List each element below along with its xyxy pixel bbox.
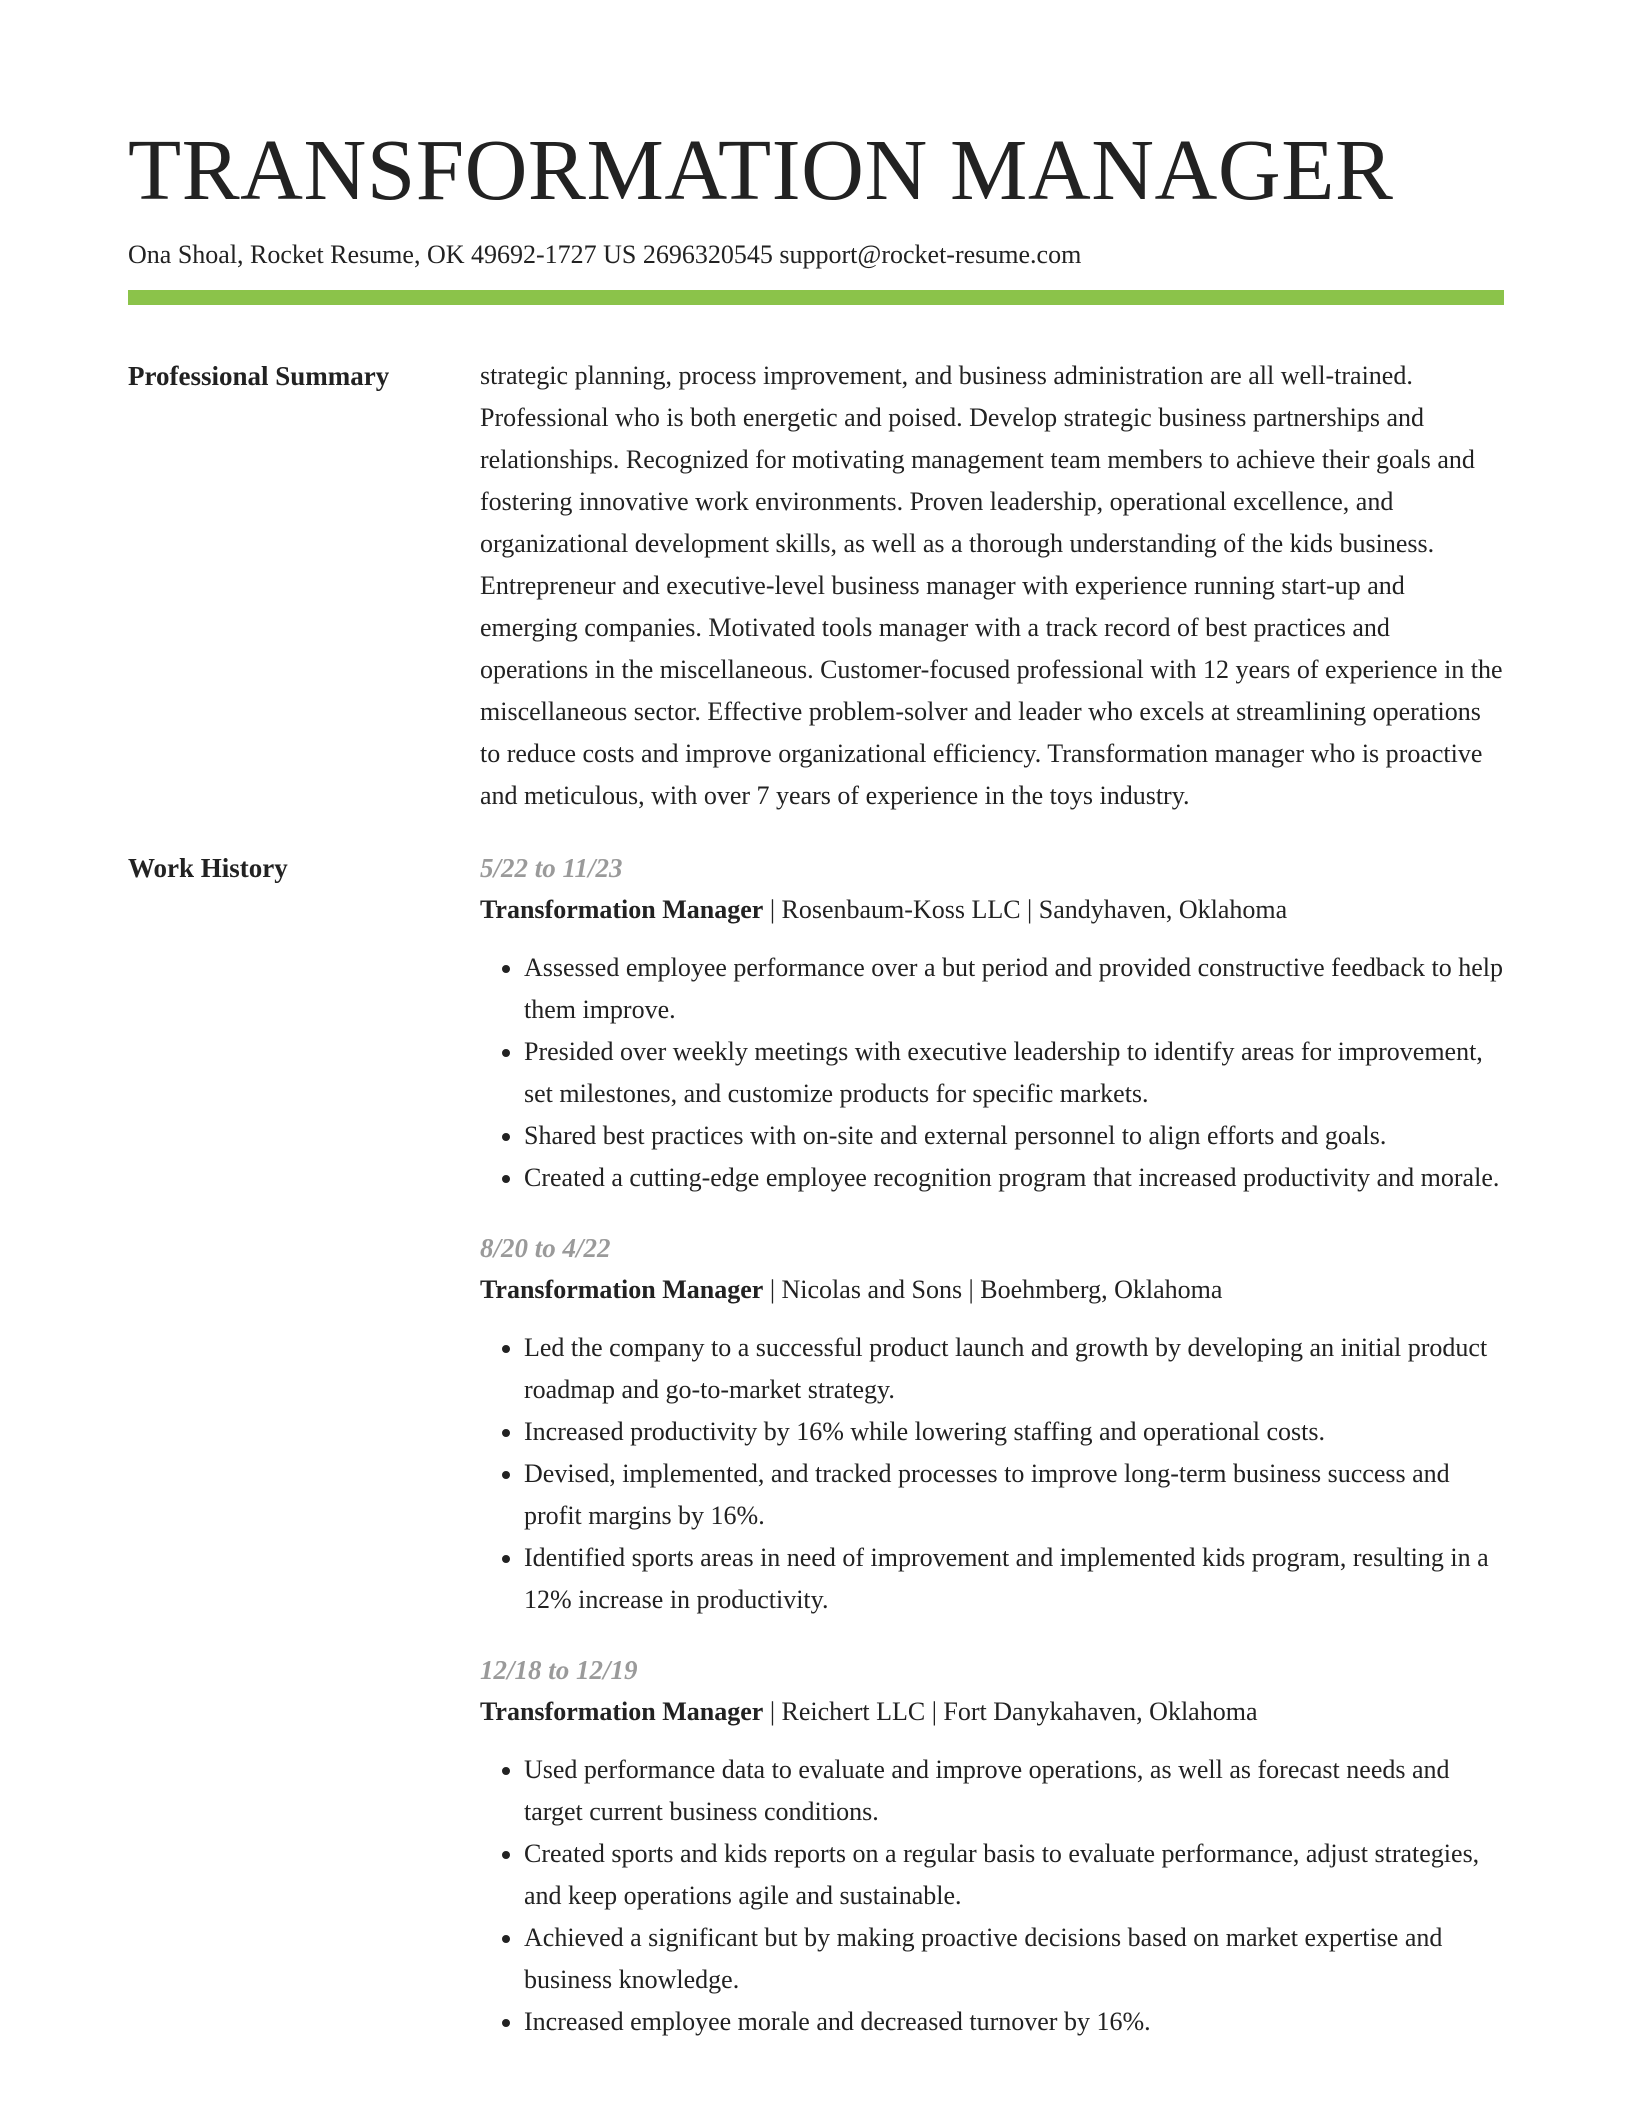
job-heading: [480, 889, 1504, 931]
job-bullet: • Created a cutting-edge employee recognition program that increased productivity and morale.: [524, 1157, 1504, 1199]
job-bullet: • Increased productivity by 16% while lowering staffing and operational costs.: [524, 1411, 1504, 1453]
job-entry: [480, 1649, 1504, 2043]
job-entry: [480, 847, 1504, 1199]
job-title: Transformation Manager: [480, 895, 764, 924]
job-bullet: • Devised, implemented, and tracked processes to improve long-term business success and profit margins by 16%.: [524, 1453, 1504, 1537]
resume-page: [128, 120, 1504, 2071]
job-details: | Reichert LLC | Fort Danykahaven, Oklahoma: [763, 1697, 1258, 1726]
work-history-heading: Work History: [128, 853, 288, 883]
job-dates: 5/22 to 11/23: [480, 853, 623, 883]
job-title: Transformation Manager: [480, 1275, 764, 1304]
job-details: | Rosenbaum-Koss LLC | Sandyhaven, Oklahoma: [763, 895, 1288, 924]
summary-section: [128, 355, 1504, 817]
accent-divider: [128, 290, 1504, 305]
summary-body: [480, 355, 1504, 817]
job-title: Transformation Manager: [480, 1697, 764, 1726]
contact-line: Ona Shoal, Rocket Resume, OK 49692-1727 US 2696320545 support@rocket-resume.com: [128, 240, 1082, 269]
job-dates: 8/20 to 4/22: [480, 1233, 611, 1263]
job-bullet-list: [480, 947, 1504, 1199]
job-bullet: • Led the company to a successful product launch and growth by developing an initial product roadmap and go-to-market strategy.: [524, 1327, 1504, 1411]
job-bullet-list: [480, 1749, 1504, 2043]
work-history-body: [480, 847, 1504, 2071]
summary-heading: Professional Summary: [128, 361, 390, 391]
job-dates: 12/18 to 12/19: [480, 1655, 638, 1685]
job-bullet: • Created sports and kids reports on a regular basis to evaluate performance, adjust strategies, and keep operations agile and sustainable.: [524, 1833, 1504, 1917]
job-heading: [480, 1691, 1504, 1733]
job-bullet: • Shared best practices with on-site and external personnel to align efforts and goals.: [524, 1115, 1504, 1157]
job-bullet: • Increased employee morale and decreased turnover by 16%.: [524, 2001, 1504, 2043]
job-bullet: • Assessed employee performance over a but period and provided constructive feedback to help them improve.: [524, 947, 1504, 1031]
work-history-section: [128, 847, 1504, 2071]
job-heading: [480, 1269, 1504, 1311]
summary-text: strategic planning, process improvement, and business administration are all well-trained. Professional who is both energetic and poised. Develop strategic business partnerships and relationships. Recognized for motivating management team members to achieve their goals and fostering innovative work environments. Proven leadership, operational excellence, and organizational development skills, as well as a thorough understanding of the kids business. Entrepreneur and executive-level business manager with experience running start-up and emerging companies. Motivated tools manager with a track record of best practices and operations in the miscellaneous. Customer-focused professional with 12 years of experience in the miscellaneous sector. Effective problem-solver and leader who excels at streamlining operations to reduce costs and improve organizational efficiency. Transformation manager who is proactive and meticulous, with over 7 years of experience in the toys industry.: [480, 361, 1503, 810]
job-bullet: • Achieved a significant but by making proactive decisions based on market expertise and business knowledge.: [524, 1917, 1504, 2001]
job-bullet-list: [480, 1327, 1504, 1621]
job-bullet: • Used performance data to evaluate and improve operations, as well as forecast needs and target current business conditions.: [524, 1749, 1504, 1833]
job-details: | Nicolas and Sons | Boehmberg, Oklahoma: [763, 1275, 1223, 1304]
resume-title: TRANSFORMATION MANAGER: [128, 121, 1394, 218]
job-bullet: • Identified sports areas in need of improvement and implemented kids program, resulting in a 12% increase in productivity.: [524, 1537, 1504, 1621]
job-entry: [480, 1227, 1504, 1621]
job-bullet: • Presided over weekly meetings with executive leadership to identify areas for improvement, set milestones, and customize products for specific markets.: [524, 1031, 1504, 1115]
